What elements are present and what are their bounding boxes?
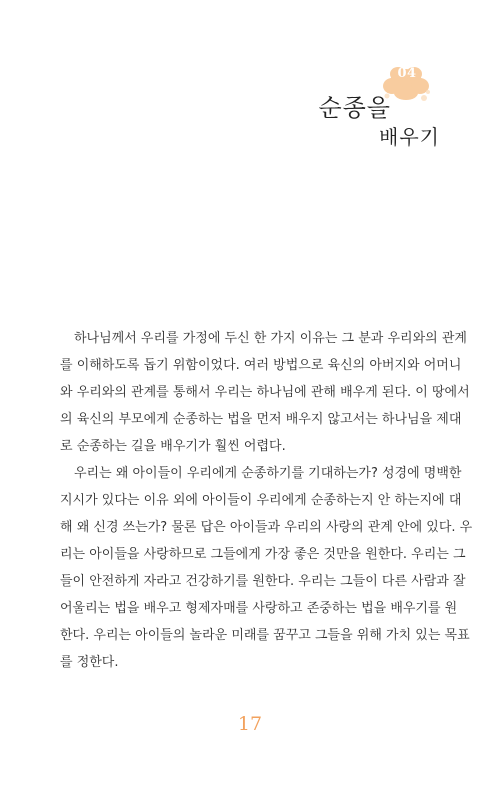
text-line: 해 왜 신경 쓰는가? 물론 답은 아이들과 우리의 사랑의 관계 안에 있다. 우 [60, 520, 473, 535]
text-line: 의 육신의 부모에게 순종하는 법을 먼저 배우지 않고서는 하나님을 제대 [60, 412, 462, 427]
text-line: 하나님께서 우리를 가정에 두신 한 가지 이유는 그 분과 우리와의 관계 [74, 331, 467, 346]
paragraph-1 [60, 325, 470, 460]
paragraph-2 [60, 460, 473, 676]
page-number: 17 [237, 713, 263, 735]
chapter-title-line2: 배우기 [379, 125, 440, 149]
text-line: 들이 안전하게 자라고 건강하기를 원한다. 우리는 그들이 다른 사람과 잘 [60, 574, 466, 589]
text-line: 우리는 왜 아이들이 우리에게 순종하기를 기대하는가? 성경에 명백한 [74, 466, 462, 481]
text-line: 지시가 있다는 이유 외에 아이들이 우리에게 순종하는지 안 하는지에 대 [60, 493, 462, 508]
text-line: 와 우리와의 관계를 통해서 우리는 하나님에 관해 배우게 된다. 이 땅에서 [60, 385, 470, 400]
chapter-title-line1: 순종을 [318, 94, 391, 122]
text-line: 를 이해하도록 돕기 위함이었다. 여러 방법으로 육신의 아버지와 어머니 [60, 358, 462, 373]
text-line: 어울리는 법을 배우고 형제자매를 사랑하고 존중하는 법을 배우기를 원 [60, 601, 458, 616]
chapter-number: 04 [397, 66, 417, 81]
text-line: 리는 아이들을 사랑하므로 그들에게 가장 좋은 것만을 원한다. 우리는 그 [60, 547, 466, 562]
text-line: 를 정한다. [60, 655, 119, 670]
text-line: 한다. 우리는 아이들의 놀라운 미래를 꿈꾸고 그들을 위해 가치 있는 목표 [60, 628, 470, 643]
body-text [60, 325, 473, 676]
text-line: 로 순종하는 길을 배우기가 훨씬 어렵다. [60, 439, 286, 454]
